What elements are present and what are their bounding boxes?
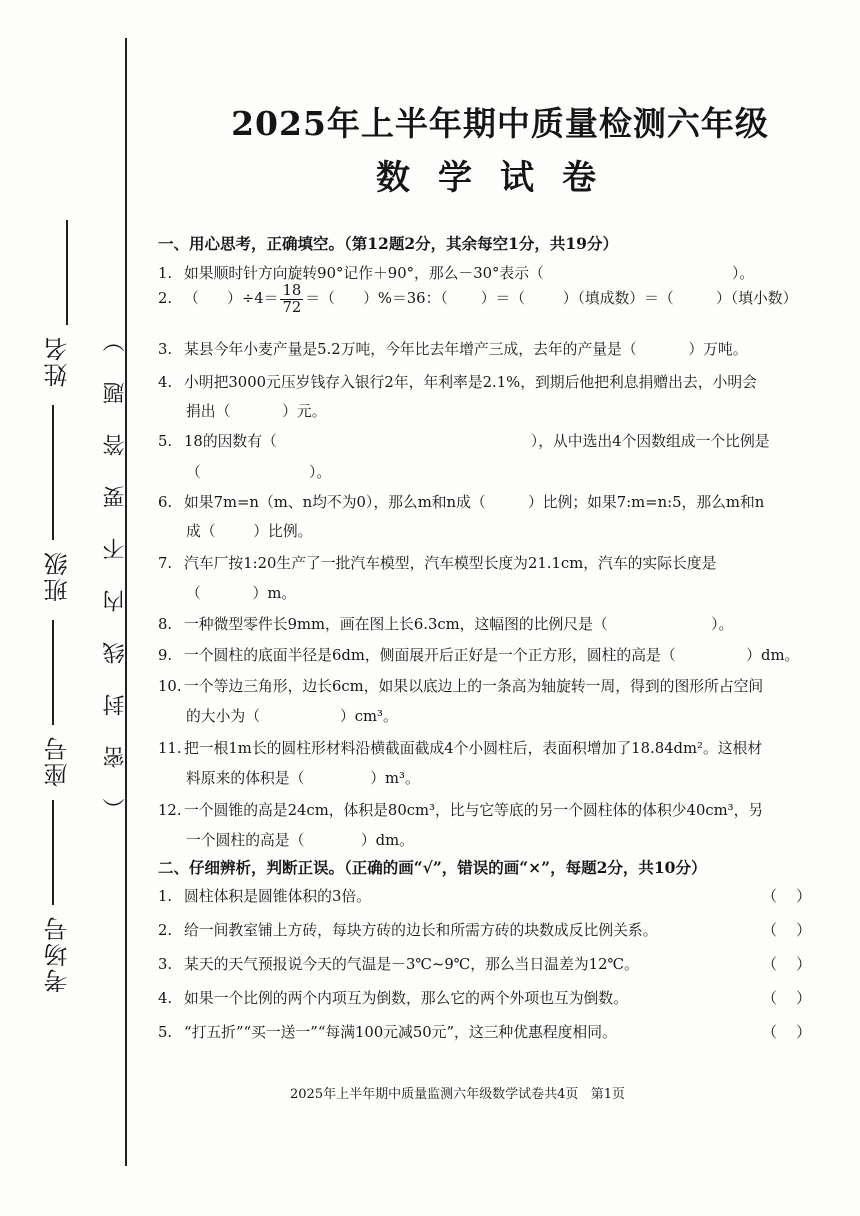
question-11-cont: 料原来的体积是（ ）m³。: [186, 770, 420, 787]
question-7-cont: （ ）m。: [186, 585, 297, 602]
question-12-cont: 一个圆柱的高是（ ）dm。: [186, 832, 414, 849]
question-6: 6. 如果7m=n（m、n均不为0），那么m和n成（ ）比例；如果7:m=n:5，那么m和n: [158, 494, 765, 511]
question-4: 4. 小明把3000元压岁钱存入银行2年，年利率是2.1%，到期后他把利息捐赠出去，小明会: [158, 374, 757, 391]
judge-answer-2[interactable]: （ ）: [762, 921, 812, 939]
exam-room-blank: [52, 800, 54, 905]
exam-room-label: 考场号: [44, 915, 72, 993]
question-9: 9. 一个圆柱的底面半径是6dm，侧面展开后正好是一个正方形，圆柱的高是（ ）dm。: [158, 647, 800, 664]
question-2: 2. （ ）÷4＝ $\frac{18}{72}$ ＝（ ）%＝36：（ ）＝（ ）（填成数）＝（ ）（填小数）: [158, 282, 798, 316]
judge-item-1: 1. 圆柱体积是圆锥体积的3倍。: [158, 888, 371, 905]
judge-item-3: 3. 某天的天气预报说今天的气温是－3℃~9℃，那么当日温差为12℃。: [158, 956, 639, 973]
seat-label: 座号: [44, 735, 72, 787]
page-footer: 2025年上半年期中质量监测六年级数学试卷共4页 第1页: [290, 1087, 626, 1102]
class-blank: [52, 405, 54, 540]
section1-heading: 一、用心思考，正确填空。（第12题2分，其余每空1分，共19分）: [158, 234, 618, 253]
seat-blank: [52, 620, 54, 725]
page-title: 2025年上半年期中质量检测六年级: [231, 104, 769, 143]
question-4-cont: 捐出（ ）元。: [186, 403, 327, 420]
question-12: 12. 一个圆锥的高是24cm，体积是80cm³，比与它等底的另一个圆柱体的体积少40cm³，另: [158, 802, 764, 819]
judge-answer-5[interactable]: （ ）: [762, 1023, 812, 1041]
fraction: $\frac{18}{72}$: [282, 282, 302, 316]
question-8: 8. 一种微型零件长9mm，画在图上长6.3cm，这幅图的比例尺是（ ）。: [158, 616, 734, 633]
judge-answer-3[interactable]: （ ）: [762, 955, 812, 973]
question-6-cont: 成（ ）比例。: [186, 523, 313, 540]
question-10: 10. 一个等边三角形，边长6cm，如果以底边上的一条高为轴旋转一周，得到的图形所占空间: [158, 678, 764, 695]
judge-item-4: 4. 如果一个比例的两个内项互为倒数，那么它的两个外项也互为倒数。: [158, 990, 628, 1007]
judge-item-5: 5. “打五折”“买一送一”“每满100元减50元”，这三种优惠程度相同。: [158, 1024, 617, 1041]
page-subtitle: 数学试卷: [376, 158, 624, 198]
judge-answer-1[interactable]: （ ）: [762, 887, 812, 905]
question-5-cont: （ ）。: [186, 464, 332, 481]
question-7: 7. 汽车厂按1:20生产了一批汽车模型，汽车模型长度为21.1cm，汽车的实际长度是: [158, 555, 717, 572]
question-1: 1. 如果顺时针方向旋转90°记作＋90°，那么－30°表示（ ）。: [158, 265, 755, 282]
question-10-cont: 的大小为（ ）cm³。: [186, 708, 398, 725]
name-label: 姓名: [44, 335, 72, 387]
question-5: 5. 18的因数有（ ），从中选出4个因数组成一个比例是: [158, 433, 770, 450]
judge-answer-4[interactable]: （ ）: [762, 989, 812, 1007]
seal-notice: （密封线内不要答题）: [103, 300, 128, 820]
question-3: 3. 某县今年小麦产量是5.2万吨，今年比去年增产三成，去年的产量是（ ）万吨。: [158, 341, 748, 358]
name-blank: [66, 220, 68, 325]
section2-heading: 二、仔细辨析，判断正误。（正确的画“√”，错误的画“×”，每题2分，共10分）: [158, 858, 707, 877]
class-label: 班级: [44, 550, 72, 602]
question-11: 11. 把一根1m长的圆柱形材料沿横截面截成4个小圆柱后，表面积增加了18.84dm²。这根材: [158, 740, 763, 757]
judge-item-2: 2. 给一间教室铺上方砖，每块方砖的边长和所需方砖的块数成反比例关系。: [158, 922, 658, 939]
